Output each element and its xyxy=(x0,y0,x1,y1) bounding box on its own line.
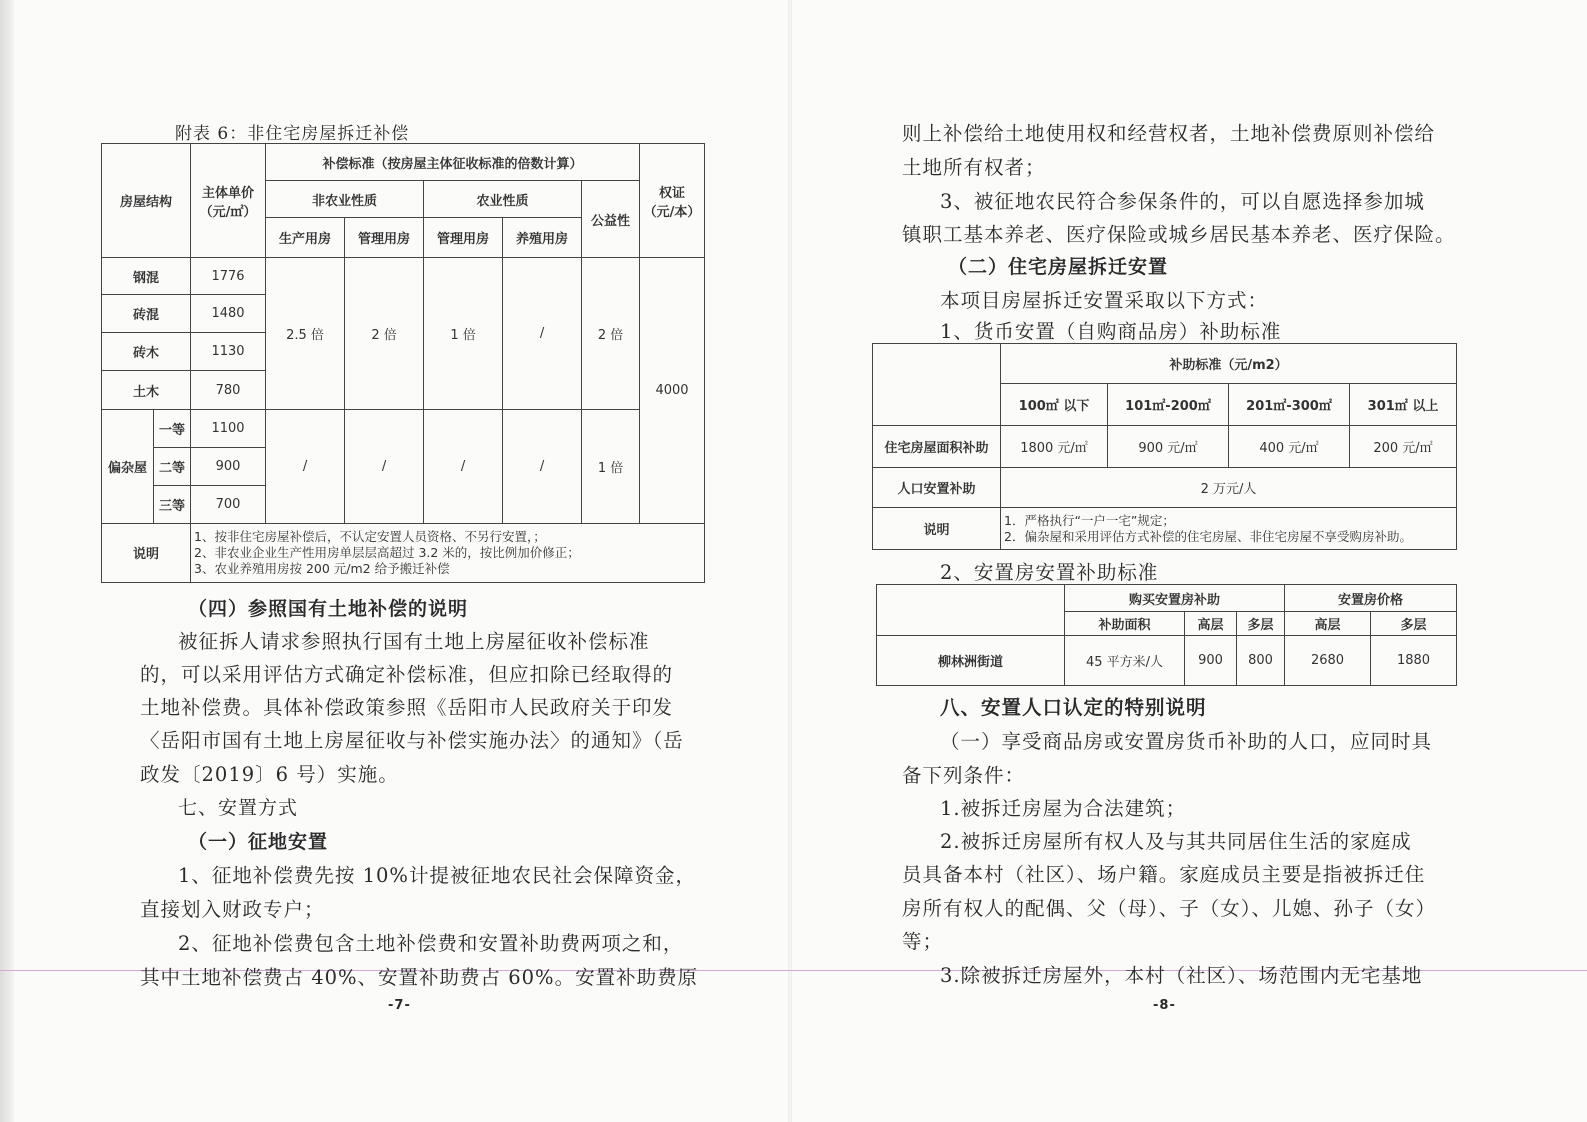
structure-name: 砖混 xyxy=(102,295,191,333)
area-subsidy: 1800 元/㎡ xyxy=(1001,426,1108,468)
header-subsidy-standard: 补助标准（元/m2） xyxy=(1001,344,1457,384)
paragraph-line: 土地所有权者； xyxy=(902,156,1046,179)
misc-factor-public: 1 倍 xyxy=(582,409,640,523)
area-subsidy: 200 元/㎡ xyxy=(1350,426,1457,468)
row-label: 住宅房屋面积补助 xyxy=(873,426,1001,468)
notes-content xyxy=(191,523,705,582)
unit-price: 1776 xyxy=(191,258,266,295)
header-management-2: 管理用房 xyxy=(424,218,503,258)
paragraph-line: 本项目房屋拆迁安置采取以下方式： xyxy=(940,289,1269,312)
misc-factor-management: / xyxy=(345,409,424,523)
unit-price: 1100 xyxy=(191,409,266,447)
paragraph-line: 3、被征地农民符合参保条件的，可以自愿选择参加城 xyxy=(940,190,1425,213)
paragraph-line: 员具备本村（社区）、场户籍。家庭成员主要是指被拆迁住 xyxy=(902,863,1426,886)
resettlement-housing-table xyxy=(876,584,1457,686)
note-line: 2．偏杂屋和采用评估方式补偿的住宅房屋、非住宅房屋不享受购房补助。 xyxy=(1004,528,1412,544)
paragraph-line: 直接划入财政专户； xyxy=(140,898,325,921)
header-multi-storey: 多层 xyxy=(1371,612,1457,636)
misc-structure-name: 偏杂屋 xyxy=(102,409,154,523)
header-buy-subsidy: 购买安置房补助 xyxy=(1065,585,1285,612)
unit-price: 1130 xyxy=(191,333,266,371)
note-line: 1．严格执行“一户一宅”规定； xyxy=(1004,512,1175,528)
misc-grade: 二等 xyxy=(154,447,191,485)
misc-grade: 一等 xyxy=(154,409,191,447)
factor-production: 2.5 倍 xyxy=(266,258,345,409)
section-heading: （二）住宅房屋拆迁安置 xyxy=(948,256,1169,278)
non-residential-compensation-table xyxy=(101,143,705,583)
header-unit-price: 主体单价 （元/㎡） xyxy=(191,144,266,258)
header-multi-storey: 多层 xyxy=(1237,612,1285,636)
factor-agri-management: 1 倍 xyxy=(424,258,503,409)
note-line: 2、非农业企业生产性用房单层层高超过 3.2 米的，按比例加价修正； xyxy=(194,544,580,560)
structure-name: 钢混 xyxy=(102,258,191,295)
paragraph-line: 等； xyxy=(902,930,944,953)
header-non-agricultural: 非农业性质 xyxy=(266,181,424,218)
section-heading: （一）征地安置 xyxy=(188,831,329,853)
page-number: -8- xyxy=(1153,998,1176,1013)
section-heading: （四）参照国有土地补偿的说明 xyxy=(188,598,469,620)
chapter-heading: 七、安置方式 xyxy=(178,797,299,819)
structure-name: 砖木 xyxy=(102,333,191,371)
unit-price: 700 xyxy=(191,485,266,523)
misc-grade: 三等 xyxy=(154,485,191,523)
table-row xyxy=(873,426,1457,468)
certificate-value: 4000 xyxy=(640,258,705,524)
high-rise-price: 2680 xyxy=(1285,636,1371,686)
header-public: 公益性 xyxy=(582,181,640,258)
factor-management: 2 倍 xyxy=(345,258,424,409)
header-management-1: 管理用房 xyxy=(345,218,424,258)
header-blank xyxy=(873,344,1001,426)
paragraph-line: （一）享受商品房或安置房货币补助的人口，应同时具 xyxy=(940,730,1433,753)
header-production: 生产用房 xyxy=(266,218,345,258)
header-breeding: 养殖用房 xyxy=(503,218,582,258)
table-row xyxy=(873,468,1457,508)
paragraph-line: 2.被拆迁房屋所有权人及与其共同居住生活的家庭成 xyxy=(940,830,1412,853)
high-rise-subsidy: 900 xyxy=(1185,636,1237,686)
area-subsidy: 400 元/㎡ xyxy=(1229,426,1350,468)
paragraph-line: 被征拆人请求参照执行国有土地上房屋征收补偿标准 xyxy=(178,630,650,653)
note-line: 3、农业养殖用房按 200 元/m2 给予搬迁补偿 xyxy=(194,560,450,576)
misc-factor-production: / xyxy=(266,409,345,523)
notes-content xyxy=(1001,508,1457,550)
header-structure: 房屋结构 xyxy=(102,144,191,258)
notes-label: 说明 xyxy=(102,523,191,582)
paragraph-line: 其中土地补偿费占 40%、安置补助费占 60%。安置补助费原 xyxy=(140,966,699,989)
page-8 xyxy=(790,0,1587,1122)
table-row xyxy=(102,258,705,295)
paragraph-line: 则上补偿给土地使用权和经营权者，土地补偿费原则补偿给 xyxy=(902,122,1436,145)
col-area-range: 101㎡-200㎡ xyxy=(1108,384,1229,426)
area-subsidy: 900 元/㎡ xyxy=(1108,426,1229,468)
table-caption: 附表 6：非住宅房屋拆迁补偿 xyxy=(175,124,410,144)
table-row xyxy=(102,409,705,447)
row-label: 人口安置补助 xyxy=(873,468,1001,508)
header-subsidy-area: 补助面积 xyxy=(1065,612,1185,636)
paragraph-line: 政发〔2019〕6 号）实施。 xyxy=(140,763,399,786)
paragraph-line: 2、安置房安置补助标准 xyxy=(940,561,1159,584)
header-certificate: 权证 （元/本） xyxy=(640,144,705,258)
multi-storey-price: 1880 xyxy=(1371,636,1457,686)
paragraph-line: 土地补偿费。具体补偿政策参照《岳阳市人民政府关于印发 xyxy=(140,696,674,719)
paragraph-line: 房所有权人的配偶、父（母）、子（女）、儿媳、孙子（女） xyxy=(902,897,1437,920)
unit-price: 900 xyxy=(191,447,266,485)
paragraph-line: 〈岳阳市国有土地上房屋征收与补偿实施办法〉的通知》（岳 xyxy=(140,729,684,752)
table-row xyxy=(877,636,1457,686)
factor-breeding: / xyxy=(503,258,582,409)
note-line: 1、按非住宅房屋补偿后，不认定安置人员资格、不另行安置，； xyxy=(194,528,546,544)
paragraph-line: 3.除被拆迁房屋外，本村（社区）、场范围内无宅基地 xyxy=(940,964,1423,987)
factor-public: 2 倍 xyxy=(582,258,640,409)
paragraph-line: 1.被拆迁房屋为合法建筑； xyxy=(940,797,1187,820)
misc-factor-agri-management: / xyxy=(424,409,503,523)
notes-label: 说明 xyxy=(873,508,1001,550)
structure-name: 土木 xyxy=(102,371,191,409)
page-number: -7- xyxy=(388,998,411,1013)
paragraph-line: 2、征地补偿费包含土地补偿费和安置补助费两项之和， xyxy=(178,932,684,955)
col-area-range: 100㎡ 以下 xyxy=(1001,384,1108,426)
unit-price: 780 xyxy=(191,371,266,409)
header-blank xyxy=(877,585,1065,636)
page-7 xyxy=(0,0,790,1122)
header-high-rise: 高层 xyxy=(1185,612,1237,636)
header-high-rise: 高层 xyxy=(1285,612,1371,636)
header-standard: 补偿标准（按房屋主体征收标准的倍数计算） xyxy=(266,144,640,181)
col-area-range: 301㎡ 以上 xyxy=(1350,384,1457,426)
chapter-heading: 八、安置人口认定的特别说明 xyxy=(940,696,1207,719)
header-housing-price: 安置房价格 xyxy=(1285,585,1457,612)
header-agricultural: 农业性质 xyxy=(424,181,582,218)
unit-price: 1480 xyxy=(191,295,266,333)
paragraph-line: 镇职工基本养老、医疗保险或城乡居民基本养老、医疗保险。 xyxy=(902,223,1456,246)
paragraph-line: 备下列条件： xyxy=(902,764,1026,787)
multi-storey-subsidy: 800 xyxy=(1237,636,1285,686)
paragraph-line: 1、货币安置（自购商品房）补助标准 xyxy=(940,320,1282,343)
row-label: 柳林洲街道 xyxy=(877,636,1065,686)
subsidy-area: 45 平方米/人 xyxy=(1065,636,1185,686)
paragraph-line: 的，可以采用评估方式确定补偿标准，但应扣除已经取得的 xyxy=(140,663,674,686)
misc-factor-breeding: / xyxy=(503,409,582,523)
col-area-range: 201㎡-300㎡ xyxy=(1229,384,1350,426)
paragraph-line: 1、征地补偿费先按 10%计提被征地农民社会保障资金， xyxy=(178,864,696,887)
population-subsidy: 2 万元/人 xyxy=(1001,468,1457,508)
monetary-subsidy-table xyxy=(872,343,1457,550)
